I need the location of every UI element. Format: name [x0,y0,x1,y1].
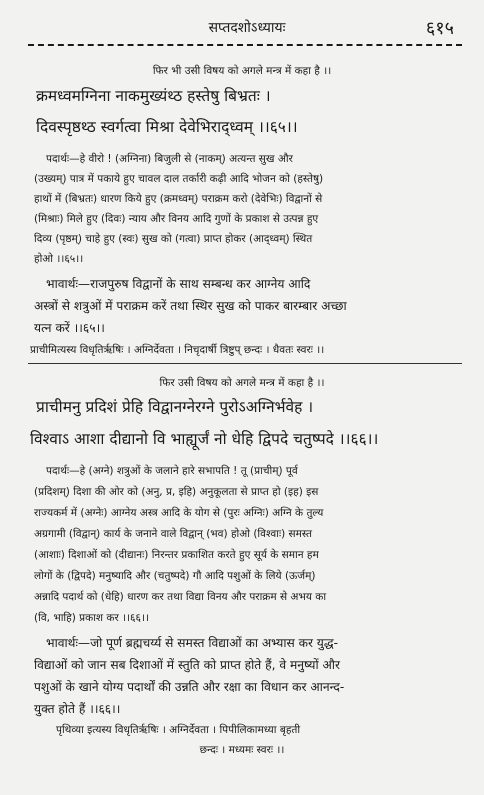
page-number: ६१५ [425,18,454,39]
padartha-line: दिव्य (पृष्ठम्) चाहे हुए (स्वः) सुख को (गत्वा) प्राप्त होकर (आद्ध्वम्) स्थित [34,233,313,245]
padartha-line: राज्यकर्म में (अग्नेः) आग्नेय अस्त्र आदि के योग से (पुरः अग्निः) अग्नि के तुल्य [34,507,324,519]
mantra-line: दिवस्पृष्ठथ्ठ स्वर्गत्वा मिश्रा देवेभिराद्ध्वम् ।।६५।। [36,118,298,136]
verse-meta: प्राचीमित्यस्य विधृतिर्ऋषिः । अग्निर्देवता । निचृदार्षी त्रिष्टुप् छन्दः । धैवतः स्वरः ।। [30,344,325,356]
bhavartha-line: विद्याओं को जान सब दिशाओं में स्तुति को प्राप्त होते हैं, वे मनुष्यों और [34,658,340,672]
mantra-line: विश्वाऽ आशा दीद्यानो वि भाह्यूर्जं नो धेहि द्विपदे चतुष्पदे ।।६६।। [30,430,379,448]
section-divider [28,363,462,364]
running-title: सप्तदशोऽध्यायः [208,20,286,36]
bhavartha-line: यत्न करें ।।६५।। [34,321,105,335]
page-header [40,18,454,38]
padartha-line: होओ ।।६५।। [34,253,84,265]
padartha-line: पदार्थः—हे वीरो ! (अग्निना) बिजुली से (नाकम्) अत्यन्त सुख और [46,153,293,165]
padartha-line: (वि, भाहि) प्रकाश कर ।।६६।। [34,612,149,624]
verse-intro: फिर भी उसी विषय को अगले मन्त्र में कहा है ।। [152,65,332,77]
padartha-line: (मिश्राः) मिले हुए (दिवः) न्याय और विनय आदि गुणों के प्रकाश से उत्पन्न हुए [34,213,319,225]
padartha-line: हाथों में (बिभ्रतः) धारण किये हुए (क्रमध्वम्) पराक्रम करो (देवेभिः) विद्वानों से [34,193,323,205]
verse-intro: फिर उसी विषय को अगले मन्त्र में कहा है ।। [159,377,325,389]
bhavartha-line: भावार्थः—राजपुरुष विद्वानों के साथ सम्बन्ध कर आग्नेय आदि [46,277,311,291]
padartha-line: लोगों के (द्विपदे) मनुष्यादि और (चतुष्पदे) गौ आदि पशुओं के लिये (ऊर्जम्) [34,570,316,582]
mantra-line: प्राचीमनु प्रदिशं प्रेहि विद्वानग्नेरग्ने पुरोऽअग्निर्भवेह । [36,398,314,416]
bhavartha-line: युक्त होते हैं ।।६६।। [34,702,121,716]
bhavartha-line: पशुओं के खाने योग्य पदार्थों की उन्नति और रक्षा का विधान कर आनन्द- [34,680,345,694]
header-rule [28,44,462,46]
verse-meta: पृथिव्या इत्यस्य विधृतिर्ऋषिः । अग्निर्देवता । पिपीलिकामध्या बृहती [56,724,301,736]
padartha-line: पदार्थः—हे (अग्ने) शत्रुओं के जलाने हारे सभापति ! तू (प्राचीम्) पूर्व [46,465,298,477]
verse-meta: छन्दः । मध्यमः स्वरः ।। [199,744,285,756]
padartha-line: अन्नादि पदार्थ को (धेहि) धारण कर तथा विद्या विनय और पराक्रम से अभय का [34,591,327,603]
padartha-line: (आशाः) दिशाओं को (दीद्यानः) निरन्तर प्रकाशित करते हुए सूर्य के समान हम [34,549,319,561]
padartha-line: अग्रगामी (विद्वान्) कार्य के जनाने वाले विद्वान् (भव) होओ (विश्वाः) समस्त [34,528,312,540]
mantra-line: क्रमध्वमग्निना नाकमुख्यंथ्ठ हस्तेषु बिभ्रतः । [36,87,271,105]
padartha-line: (प्रदिशम्) दिशा की ओर को (अनु, प्र, इहि) अनुकूलता से प्राप्त हो (इह) इस [34,486,319,498]
bhavartha-line: अस्त्रों से शत्रुओं में पराक्रम करें तथा स्थिर सुख को पाकर बारम्बार अच्छा [34,299,347,313]
padartha-line: (उख्यम्) पात्र में पकाये हुए चावल दाल तर्कारी कढ़ी आदि भोजन को (हस्तेषु) [34,173,324,185]
bhavartha-line: भावार्थः—जो पूर्ण ब्रह्मचर्य्य से समस्त विद्याओं का अभ्यास कर युद्ध- [46,636,339,650]
